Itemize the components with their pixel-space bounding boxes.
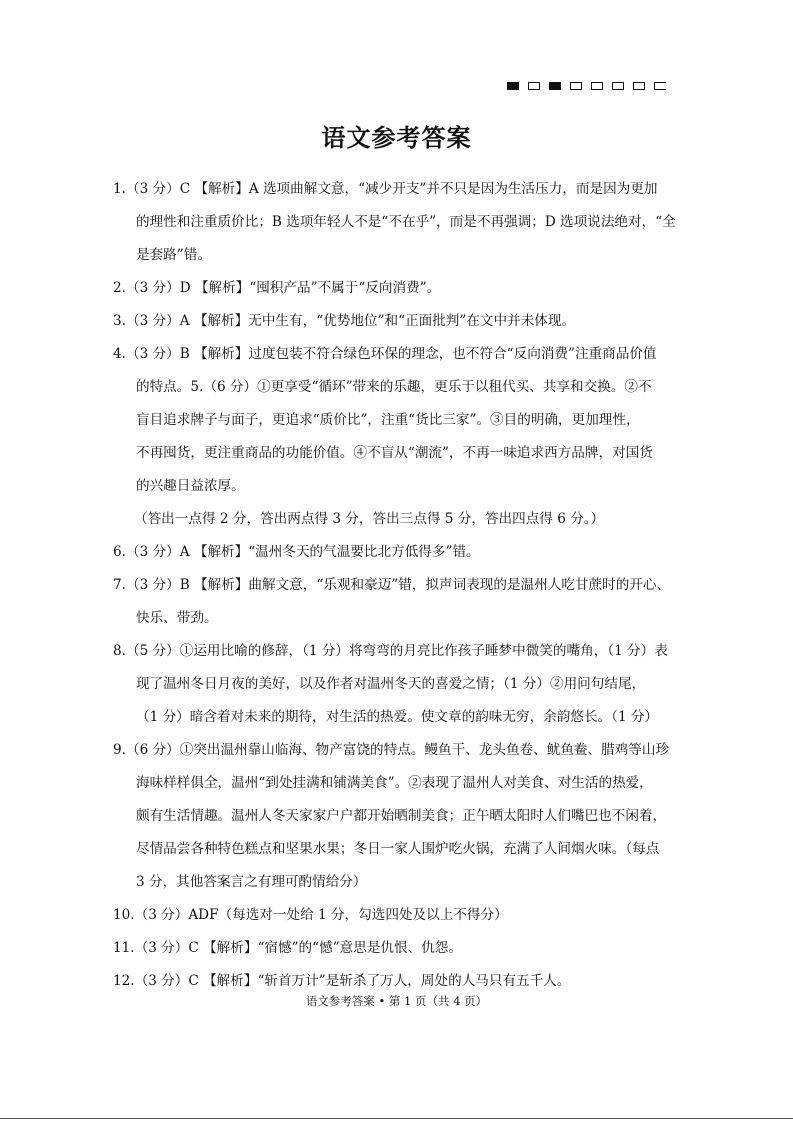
answer-line: 8.（5 分）①运用比喻的修辞，（1 分）将弯弯的月亮比作孩子睡梦中微笑的嘴角，（1 分）表 — [113, 643, 668, 659]
bottom-divider — [0, 1118, 793, 1119]
marker-square — [591, 82, 603, 90]
marker-square — [654, 82, 666, 90]
marker-square — [528, 82, 540, 90]
header-marker-squares — [507, 82, 666, 90]
page-title: 语文参考答案 — [321, 123, 472, 152]
answer-line: 是套路”错。 — [136, 247, 211, 263]
answer-line: 不再囤货，更注重商品的功能价值。④不盲从“潮流”，不再一味追求西方品牌，对国货 — [136, 445, 653, 461]
answer-line: 2.（3 分）D 【解析】“囤积产品”不属于“反向消费”。 — [113, 280, 441, 296]
answer-line: 快乐、带劲。 — [136, 610, 218, 626]
answer-list — [113, 179, 688, 1004]
answer-line: 11.（3 分）C 【解析】“宿憾”的“憾”意思是仇恨、仇怨。 — [113, 940, 462, 956]
answer-line: 3.（3 分）A 【解析】无中生有，“优势地位”和“正面批判”在文中并未体现。 — [113, 313, 576, 329]
answer-line: 6.（3 分）A 【解析】“温州冬天的气温要比北方低得多”错。 — [113, 544, 480, 560]
answer-line: 4.（3 分）B 【解析】过度包装不符合绿色环保的理念，也不符合“反向消费”注重商品价值 — [113, 346, 657, 362]
marker-square — [507, 82, 519, 90]
answer-line: 盲目追求牌子与面子，更追求“质价比”，注重“货比三家”。③目的明确，更加理性， — [136, 412, 640, 428]
answer-line: 现了温州冬日月夜的美好，以及作者对温州冬天的喜爱之情；（1 分）②用问句结尾， — [136, 676, 646, 692]
answer-line: 颇有生活情趣。温州人冬天家家户户都开始晒制美食；正午晒太阳时人们嘴巴也不闲着， — [136, 808, 667, 824]
marker-square — [633, 82, 645, 90]
answer-line: 的兴趣日益浓厚。 — [136, 478, 245, 494]
page-footer: 语文参考答案 • 第 1 页（共 4 页） — [305, 994, 488, 1008]
answer-line: 1.（3 分）C 【解析】A 选项曲解文意，“减少开支”并不只是因为生活压力，而是因为更加 — [113, 181, 658, 197]
scoring-note: （答出一点得 2 分，答出两点得 3 分，答出三点得 5 分，答出四点得 6 分。） — [134, 511, 605, 527]
answer-line: 3 分，其他答案言之有理可酌情给分） — [136, 874, 367, 890]
answer-line: 的理性和注重质价比；B 选项年轻人不是“不在乎”，而是不再强调；D 选项说法绝对，“全 — [136, 214, 676, 230]
answer-line: 12.（3 分）C 【解析】“斩首万计”是斩杀了万人，周处的人马只有五千人。 — [113, 973, 571, 989]
answer-line: 海味样样俱全，温州“到处挂满和铺满美食”。②表现了温州人对美食、对生活的热爱， — [136, 775, 653, 791]
marker-square — [549, 82, 561, 90]
answer-line: 10.（3 分）ADF（每选对一处给 1 分，勾选四处及以上不得分） — [113, 907, 508, 923]
answer-line: （1 分）暗含着对未来的期待，对生活的热爱。使文章的韵味无穷，余韵悠长。（1 分） — [136, 709, 659, 725]
marker-square — [612, 82, 624, 90]
marker-square — [570, 82, 582, 90]
answer-line: 7.（3 分）B 【解析】曲解文意，“乐观和豪迈”错，拟声词表现的是温州人吃甘蔗时的开心、 — [113, 577, 671, 593]
answer-line: 的特点。5.（6 分）①更享受“循环”带来的乐趣，更乐于以租代买、共享和交换。②不 — [136, 379, 652, 395]
answer-line: 尽情品尝各种特色糕点和坚果水果；冬日一家人围炉吃火锅，充满了人间烟火味。（每点 — [136, 841, 660, 857]
answer-line: 9.（6 分）①突出温州靠山临海、物产富饶的特点。鳗鱼干、龙头鱼卷、鱿鱼鲞、腊鸡等山珍 — [113, 742, 670, 758]
